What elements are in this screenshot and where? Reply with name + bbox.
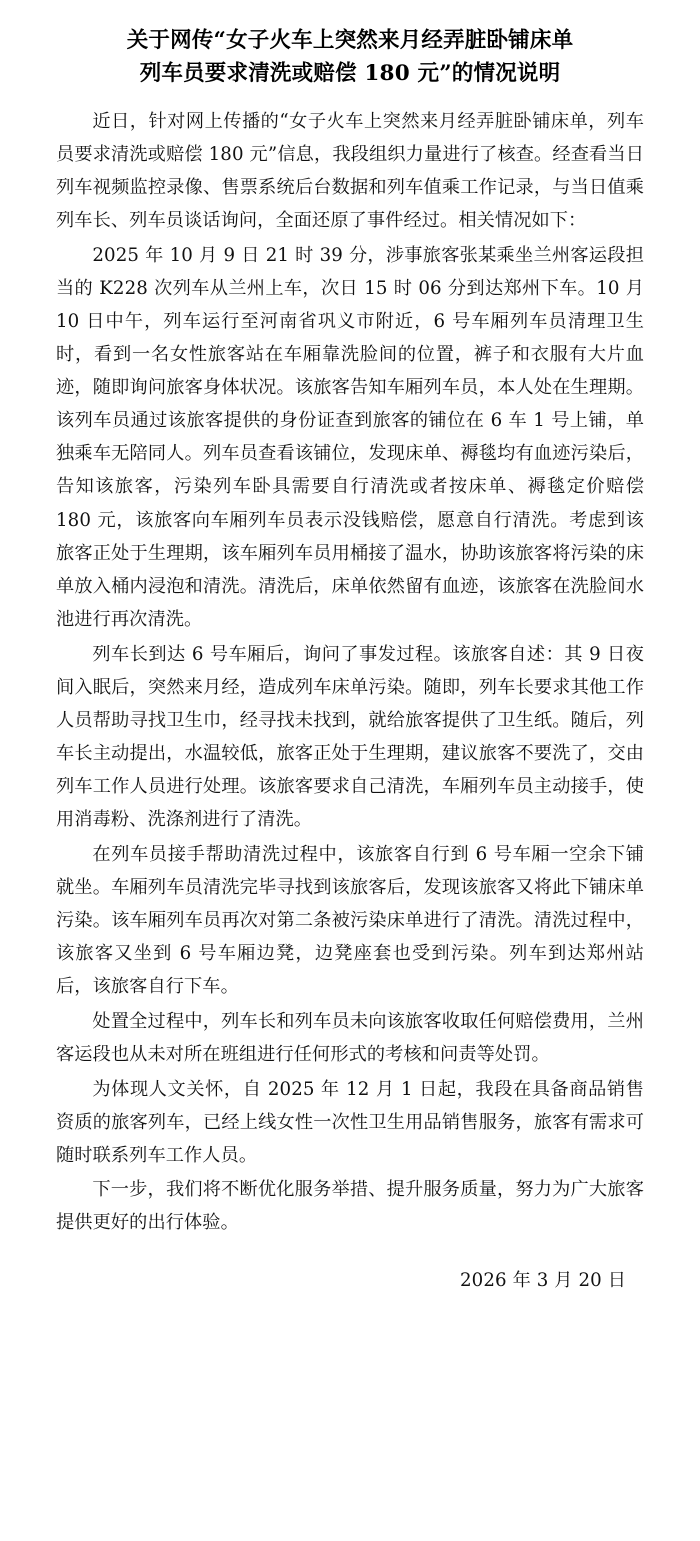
- document-date: 2026 年 3 月 20 日: [460, 1269, 626, 1291]
- paragraph: 2025 年 10 月 9 日 21 时 39 分，涉事旅客张某乘坐兰州客运段担当的 K228 次列车从兰州上车，次日 15 时 06 分到达郑州下车。10 月 10 日中午，列车运行至河南省巩义市附近，6 号车厢列车员清理卫生时，看到一名女性旅客站在车厢靠洗脸间的位置，裤子和衣服有大片血迹，随即询问旅客身体状况。该旅客告知车厢列车员，本人处在生理期。该列车员通过该旅客提供的身份证查到旅客的铺位在 6 车 1 号上铺，单独乘车无陪同人。列车员查看该铺位，发现床单、褥毯均有血迹污染后，告知该旅客，污染列车卧具需要自行清洗或者按床单、褥毯定价赔偿 180 元，该旅客向车厢列车员表示没钱赔偿，愿意自行清洗。考虑到该旅客正处于生理期，该车厢列车员用桶接了温水，协助该旅客将污染的床单放入桶内浸泡和清洗。清洗后，床单依然留有血迹，该旅客在洗脸间水池进行再次清洗。: [56, 244, 644, 630]
- page-title: [56, 24, 644, 91]
- paragraph: 处置全过程中，列车长和列车员未向该旅客收取任何赔偿费用，兰州客运段也从未对所在班组进行任何形式的考核和问责等处罚。: [56, 1010, 644, 1065]
- page-title-line-1: 关于网传“女子火车上突然来月经弄脏卧铺床单: [126, 28, 574, 53]
- document-body: [56, 105, 644, 1240]
- paragraph: 列车长到达 6 号车厢后，询问了事发过程。该旅客自述：其 9 日夜间入眠后，突然来月经，造成列车床单污染。随即，列车长要求其他工作人员帮助寻找卫生巾，经寻找未找到，就给旅客提供了卫生纸。随后，列车长主动提出，水温较低，旅客正处于生理期，建议旅客不要洗了，交由列车工作人员进行处理。该旅客要求自己清洗，车厢列车员主动接手，使用消毒粉、洗涤剂进行了清洗。: [56, 643, 644, 831]
- paragraph: 下一步，我们将不断优化服务举措、提升服务质量，努力为广大旅客提供更好的出行体验。: [56, 1179, 644, 1234]
- paragraph: 近日，针对网上传播的“女子火车上突然来月经弄脏卧铺床单，列车员要求清洗或赔偿 180 元”信息，我段组织力量进行了核查。经查看当日列车视频监控录像、售票系统后台数据和列车值乘工作记录，与当日值乘列车长、列车员谈话询问，全面还原了事件经过。相关情况如下：: [56, 110, 644, 231]
- paragraph: 为体现人文关怀，自 2025 年 12 月 1 日起，我段在具备商品销售资质的旅客列车，已经上线女性一次性卫生用品销售服务，旅客有需求可随时联系列车工作人员。: [56, 1078, 644, 1166]
- page-title-line-2: 列车员要求清洗或赔偿 180 元”的情况说明: [139, 61, 561, 87]
- paragraph: 在列车员接手帮助清洗过程中，该旅客自行到 6 号车厢一空余下铺就坐。车厢列车员清洗完毕寻找到该旅客后，发现该旅客又将此下铺床单污染。该车厢列车员再次对第二条被污染床单进行了清洗。清洗过程中，该旅客又坐到 6 号车厢边凳，边凳座套也受到污染。列车到达郑州站后，该旅客自行下车。: [56, 843, 644, 998]
